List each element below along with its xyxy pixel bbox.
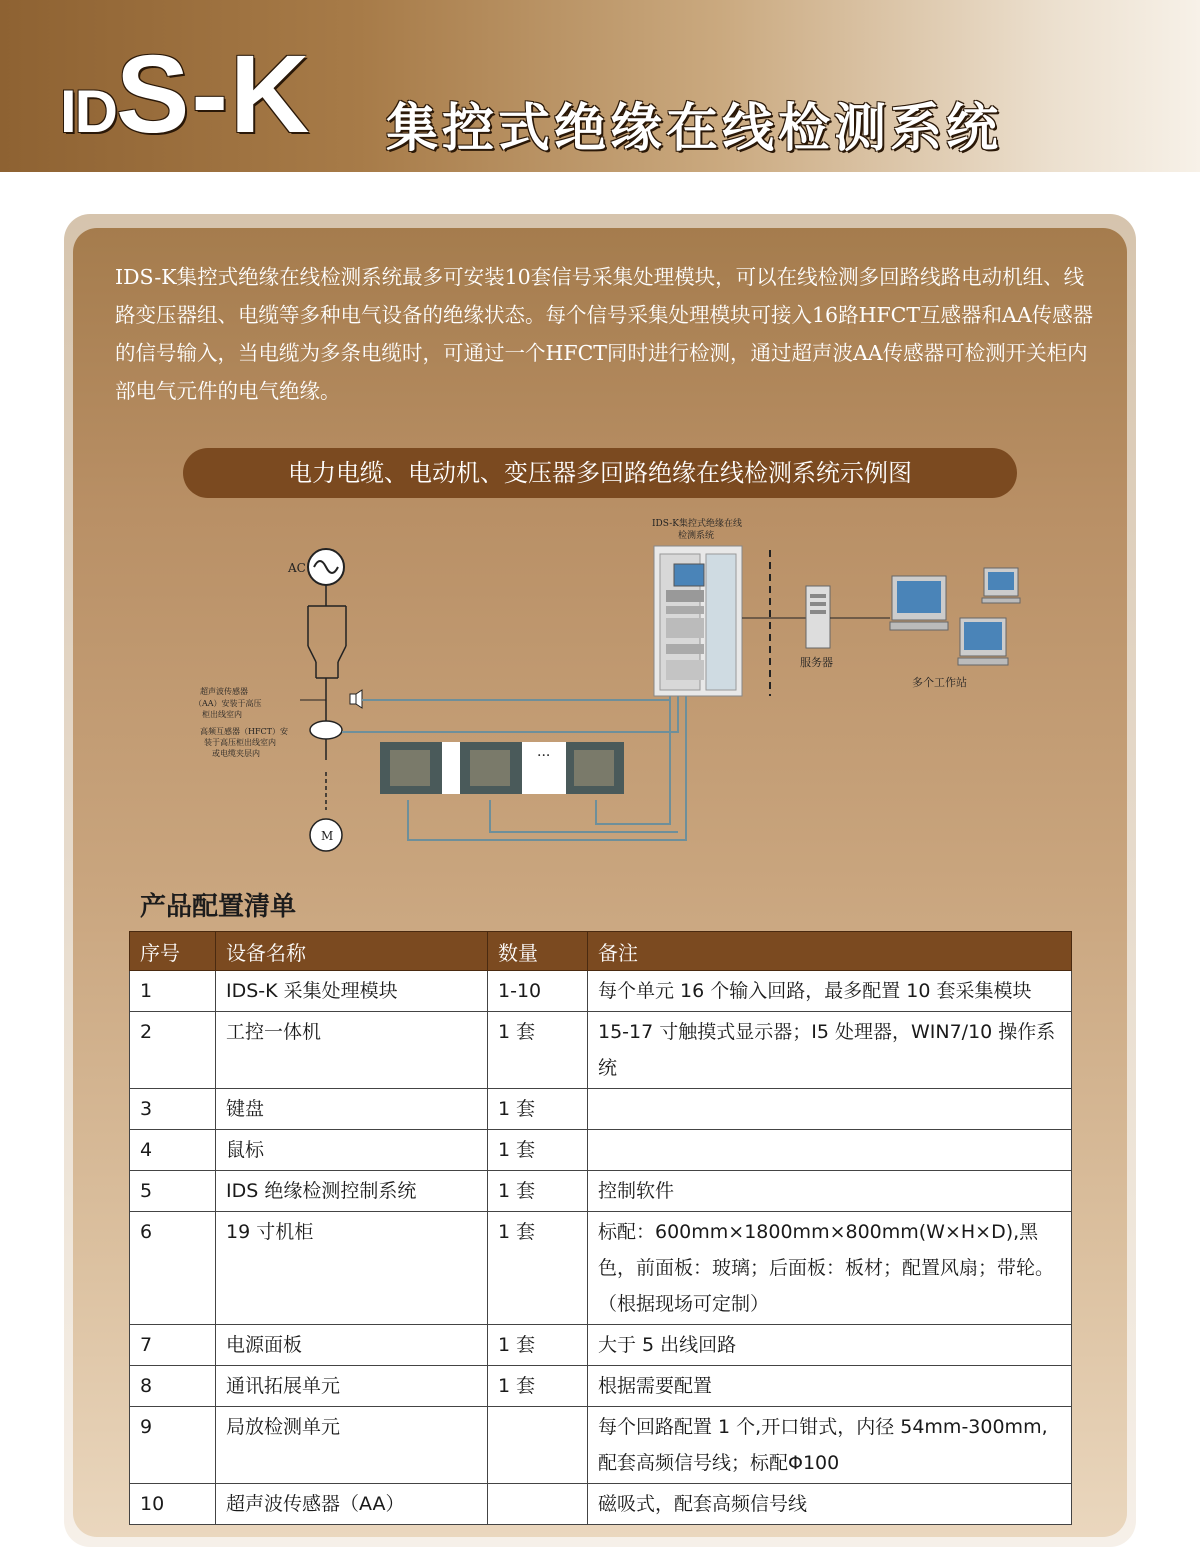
aa-label-3: 柜出线室内 xyxy=(202,710,242,719)
cell-name: 超声波传感器（AA） xyxy=(216,1484,488,1525)
table-row xyxy=(130,1366,1072,1407)
table-row xyxy=(130,1212,1072,1325)
cell-note: 每个回路配置 1 个,开口钳式，内径 54mm-300mm,配套高频信号线；标配Φ100 xyxy=(588,1407,1072,1484)
cabinet-icon xyxy=(654,546,742,696)
ac-source-icon xyxy=(308,549,344,585)
header-note: 备注 xyxy=(588,932,1072,971)
cell-name: 局放检测单元 xyxy=(216,1407,488,1484)
motor-label: M xyxy=(321,829,334,843)
hfct-label-2: 装于高压柜出线室内 xyxy=(204,738,276,747)
logo-main: S-K xyxy=(116,33,312,156)
intro-paragraph: IDS-K集控式绝缘在线检测系统最多可安装10套信号采集处理模块，可以在线检测多回路线路电动机组、线路变压器组、电缆等多种电气设备的绝缘状态。每个信号采集处理模块可接入16路HFCT互感器和AA传感器的信号输入，当电缆为多条电缆时，可通过一个HFCT同时进行检测，通过超声波AA传感器可检测开关柜内部电气元件的电气绝缘。 xyxy=(115,265,1094,403)
logo-prefix: ID xyxy=(60,78,116,145)
hfct-label-3: 或电缆夹层内 xyxy=(212,749,260,758)
ac-label: AC xyxy=(288,561,306,575)
table-row xyxy=(130,1484,1072,1525)
cell-note: 每个单元 16 个输入回路，最多配置 10 套采集模块 xyxy=(588,971,1072,1012)
cell-qty: 1 套 xyxy=(488,1212,588,1325)
cell-qty xyxy=(488,1484,588,1525)
cell-note: 标配：600mm×1800mm×800mm(W×H×D),黑色，前面板：玻璃；后面板：板材；配置风扇；带轮。（根据现场可定制） xyxy=(588,1212,1072,1325)
server-label: 服务器 xyxy=(800,656,833,669)
table-row xyxy=(130,1130,1072,1171)
table-row xyxy=(130,1407,1072,1484)
cell-no: 8 xyxy=(130,1366,216,1407)
header-banner xyxy=(0,0,1200,172)
cell-note: 磁吸式，配套高频信号线 xyxy=(588,1484,1072,1525)
cell-qty: 1 套 xyxy=(488,1325,588,1366)
table-row xyxy=(130,1325,1072,1366)
cell-no: 5 xyxy=(130,1171,216,1212)
cell-qty: 1 套 xyxy=(488,1130,588,1171)
cell-name: IDS-K 采集处理模块 xyxy=(216,971,488,1012)
system-diagram xyxy=(190,510,1050,860)
cell-qty xyxy=(488,1407,588,1484)
aa-label-1: 超声波传感器 xyxy=(200,687,248,696)
cell-no: 9 xyxy=(130,1407,216,1484)
aa-label-2: （AA）安装于高压 xyxy=(194,699,262,708)
switchgear-photo-strip xyxy=(380,742,624,794)
cell-no: 10 xyxy=(130,1484,216,1525)
photo-ellipsis: ··· xyxy=(537,748,551,764)
cell-qty: 1 套 xyxy=(488,1171,588,1212)
diagram-banner: 电力电缆、电动机、变压器多回路绝缘在线检测系统示例图 xyxy=(183,448,1017,498)
cell-note: 15-17 寸触摸式显示器；I5 处理器，WIN7/10 操作系统 xyxy=(588,1012,1072,1089)
cabinet-label-1: IDS-K集控式绝缘在线 xyxy=(652,519,743,529)
product-logo xyxy=(60,33,312,156)
cell-qty: 1 套 xyxy=(488,1012,588,1089)
cell-qty: 1 套 xyxy=(488,1089,588,1130)
cell-note: 大于 5 出线回路 xyxy=(588,1325,1072,1366)
cell-note: 根据需要配置 xyxy=(588,1366,1072,1407)
cell-no: 6 xyxy=(130,1212,216,1325)
cell-name: 通讯拓展单元 xyxy=(216,1366,488,1407)
aa-sensor-icon xyxy=(350,690,362,708)
page-title: 集控式绝缘在线检测系统 xyxy=(386,99,1003,159)
config-list-title: 产品配置清单 xyxy=(140,892,297,922)
cabinet-label-2: 检测系统 xyxy=(678,531,715,541)
system-diagram-svg xyxy=(190,510,1050,860)
config-table xyxy=(129,931,1072,1525)
cell-no: 7 xyxy=(130,1325,216,1366)
workstation-icon xyxy=(890,568,1020,665)
cell-name: 19 寸机柜 xyxy=(216,1212,488,1325)
cell-note xyxy=(588,1130,1072,1171)
server-icon xyxy=(806,586,830,648)
cell-no: 1 xyxy=(130,971,216,1012)
header-name: 设备名称 xyxy=(216,932,488,971)
header-no: 序号 xyxy=(130,932,216,971)
table-row xyxy=(130,1171,1072,1212)
table-row xyxy=(130,971,1072,1012)
table-header-row xyxy=(130,932,1072,971)
cell-qty: 1-10 xyxy=(488,971,588,1012)
table-row xyxy=(130,1012,1072,1089)
cell-note: 控制软件 xyxy=(588,1171,1072,1212)
cell-note xyxy=(588,1089,1072,1130)
header-qty: 数量 xyxy=(488,932,588,971)
cell-name: 键盘 xyxy=(216,1089,488,1130)
cell-name: 鼠标 xyxy=(216,1130,488,1171)
workstation-label: 多个工作站 xyxy=(912,676,967,689)
cell-name: 工控一体机 xyxy=(216,1012,488,1089)
cell-name: 电源面板 xyxy=(216,1325,488,1366)
cell-no: 4 xyxy=(130,1130,216,1171)
cell-qty: 1 套 xyxy=(488,1366,588,1407)
cell-no: 2 xyxy=(130,1012,216,1089)
hfct-label-1: 高频互感器（HFCT）安 xyxy=(200,727,288,736)
cell-no: 3 xyxy=(130,1089,216,1130)
cell-name: IDS 绝缘检测控制系统 xyxy=(216,1171,488,1212)
table-row xyxy=(130,1089,1072,1130)
hfct-icon xyxy=(310,721,342,739)
